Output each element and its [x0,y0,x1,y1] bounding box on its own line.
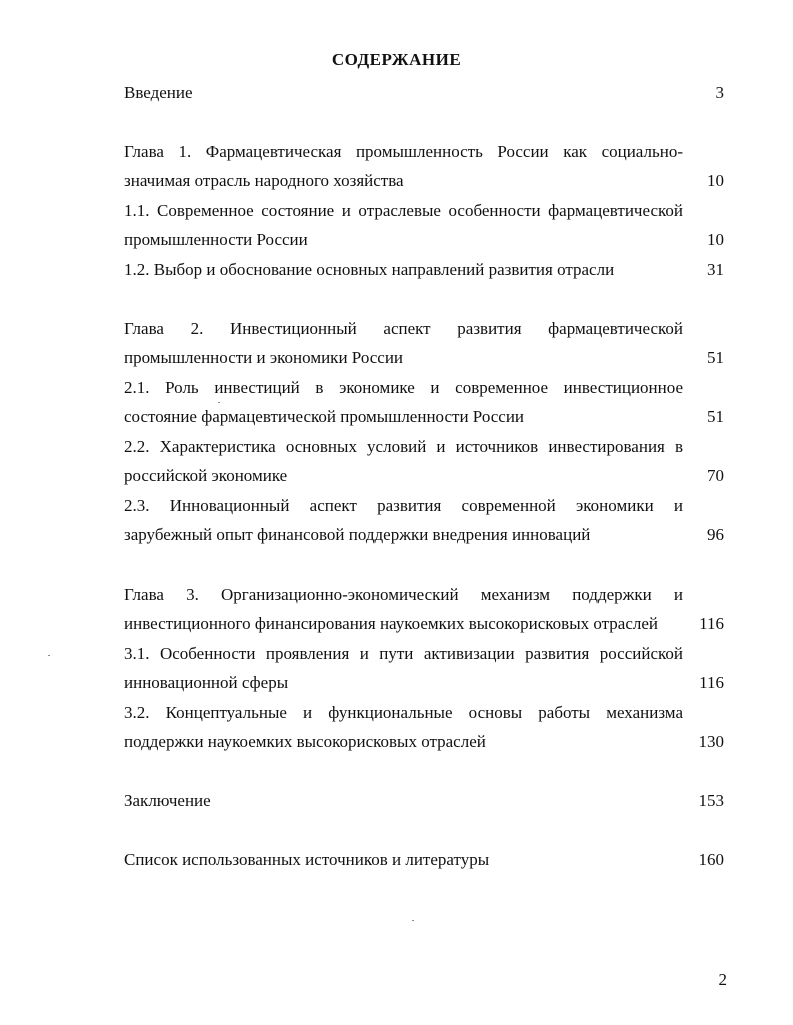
toc-entry-section-3-2-line-2: поддержки наукоемких высокорисковых отраслей [124,732,486,751]
scan-speck [218,402,220,403]
page-title: СОДЕРЖАНИЕ [331,50,462,69]
toc-entry-section-1-2: 1.2. Выбор и обоснование основных направлений развития отрасли [124,260,615,279]
toc-page-chapter-3: 116 [699,614,724,633]
toc-entry-chapter-3-line-2: инвестиционного финансирования наукоемких высокорисковых отраслей [124,614,659,633]
toc-entry-chapter-1-line-1: Глава 1. Фармацевтическая промышленность России как социально- [124,142,683,161]
toc-entry-section-2-3-line-2: зарубежный опыт финансовой поддержки внедрения инноваций [124,525,591,544]
toc-entry-section-1-1-line-2: промышленности России [124,230,308,249]
toc-page-intro: 3 [715,83,724,102]
toc-entry-bibliography: Список использованных источников и литературы [124,850,490,869]
toc-entry-conclusion: Заключение [124,791,211,810]
toc-entry-chapter-1-line-2: значимая отрасль народного хозяйства [124,171,404,190]
toc-page-conclusion: 153 [698,791,724,810]
toc-entry-section-3-1-line-2: инновационной сферы [124,673,289,692]
toc-page-bibliography: 160 [698,850,724,869]
toc-entry-section-2-3-line-1: 2.3. Инновационный аспект развития современной экономики и [124,496,683,515]
toc-entry-section-2-2-line-2: российской экономике [124,466,288,485]
toc-entry-section-2-1-line-1: 2.1. Роль инвестиций в экономике и современное инвестиционное [124,378,683,397]
toc-page-section-2-2: 70 [707,466,724,485]
scan-speck [48,655,50,656]
toc-page-section-1-1: 10 [707,230,724,249]
toc-entry-intro: Введение [124,83,193,102]
toc-entry-section-1-1-line-1: 1.1. Современное состояние и отраслевые особенности фармацевтической [124,201,683,220]
scan-speck [412,920,414,921]
toc-page-section-3-2: 130 [698,732,724,751]
toc-entry-chapter-3-line-1: Глава 3. Организационно-экономический механизм поддержки и [124,585,683,604]
toc-page-section-2-3: 96 [707,525,724,544]
toc-entry-section-2-1-line-2: состояние фармацевтической промышленности России [124,407,525,426]
toc-entry-section-3-1-line-1: 3.1. Особенности проявления и пути активизации развития российской [124,644,683,663]
toc-page-section-1-2: 31 [707,260,724,279]
toc-page-chapter-2: 51 [707,348,724,367]
toc-entry-chapter-2-line-2: промышленности и экономики России [124,348,404,367]
toc-page-section-2-1: 51 [707,407,724,426]
page-number: 2 [718,970,727,989]
toc-entry-section-3-2-line-1: 3.2. Концептуальные и функциональные основы работы механизма [124,703,683,722]
toc-page-section-3-1: 116 [699,673,724,692]
toc-entry-section-2-2-line-1: 2.2. Характеристика основных условий и источников инвестирования в [124,437,683,456]
toc-entry-chapter-2-line-1: Глава 2. Инвестиционный аспект развития фармацевтической [124,319,683,338]
toc-page-chapter-1: 10 [707,171,724,190]
